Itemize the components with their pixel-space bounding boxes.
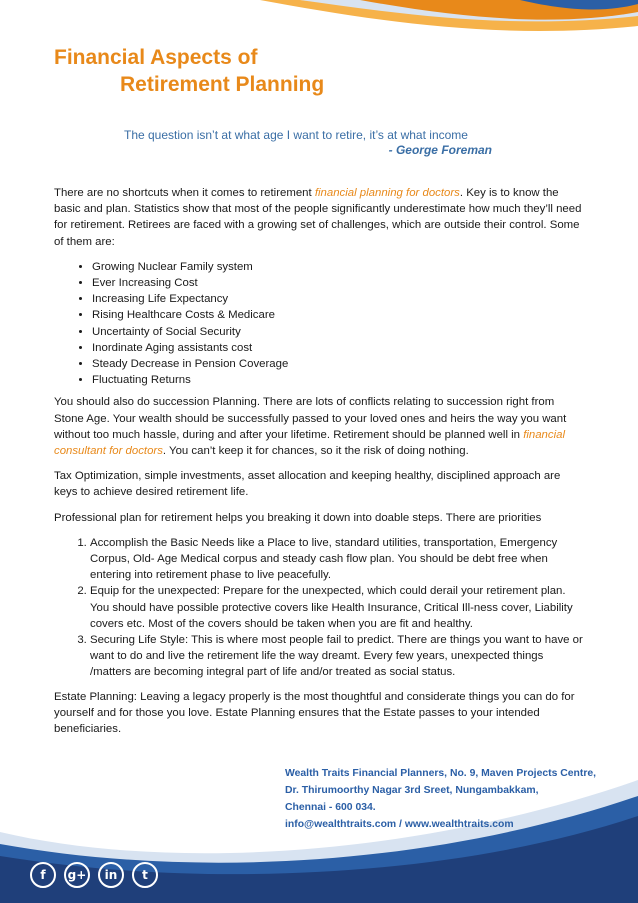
tax-paragraph: Tax Optimization, simple investments, asset allocation and keeping healthy, disciplined approach are keys to achieve desired retirement life. — [54, 470, 561, 499]
list-item: 3. Securing Life Style: This is where most people fail to predict. There are things you want to have or want to do and live the retirement life the way dreamt. Every few years, unexpected things /matters are becoming integral part of life and/or treated as social status. — [90, 632, 586, 681]
estate-paragraph: Estate Planning: Leaving a legacy properly is the most thoughtful and considerate things you can do for yourself and for those you love. Estate Planning ensures that the Estate passes to your intended beneficiaries. — [54, 690, 575, 736]
quote-block — [124, 128, 492, 158]
succession-text-end: . You can’t keep it for chances, so it the risk of doing nothing. — [162, 445, 469, 458]
list-item: • Inordinate Aging assistants cost — [92, 340, 586, 356]
priorities-list — [54, 535, 586, 681]
intro-text: There are no shortcuts when it comes to retirement — [54, 187, 315, 199]
contact-line: Dr. Thirumoorthy Nagar 3rd Sreet, Nungambakkam, — [285, 785, 539, 796]
contact-block — [285, 765, 596, 833]
facebook-icon[interactable]: f — [30, 862, 56, 888]
quote-author: - George Foreman — [388, 143, 492, 157]
contact-email-website[interactable]: info@wealthtraits.com / www.wealthtraits.com — [285, 819, 514, 830]
list-item: • Growing Nuclear Family system — [92, 259, 586, 275]
social-icons — [30, 862, 158, 888]
googleplus-icon[interactable]: g+ — [64, 862, 90, 888]
list-item: 1. Accomplish the Basic Needs like a Place to live, standard utilities, transportation, Emergency Corpus, Old- Age Medical corpus and steady cash flow plan. You should be debt free when entering into retirement phase to live peacefully. — [90, 535, 586, 584]
list-item: • Increasing Life Expectancy — [92, 291, 586, 307]
financial-consultant-link[interactable]: financial consultant for doctors — [54, 428, 565, 458]
linkedin-icon[interactable]: in — [98, 862, 124, 888]
list-item: • Steady Decrease in Pension Coverage — [92, 356, 586, 372]
intro-text-end: . Key is to know the basic and plan. Statistics show that most of the people significantly underestimate how much they’ll need for retirement. Retirees are faced with a growing set of challenges, which are outside their control. Some of them are: — [54, 187, 582, 248]
title-line-1: Financial Aspects of — [54, 46, 258, 69]
succession-text: You should also do succession Planning. There are lots of conflicts relating to succession right from Stone Age. Your wealth should be successfully passed to your loved ones and heirs the way you want without too much hassle, during and after your lifetime. Retirement should be planned well in — [54, 396, 567, 441]
list-item: 2. Equip for the unexpected: Prepare for the unexpected, which could derail your retirement plan. You should have possible protective covers like Health Insurance, Critical Ill-ness cover, Liability covers etc. Most of the covers should be taken when you are fit and healthy. — [90, 583, 586, 632]
list-item: • Uncertainty of Social Security — [92, 324, 586, 340]
contact-line: Chennai - 600 034. — [285, 802, 376, 813]
financial-planning-link[interactable]: financial planning for doctors — [314, 187, 460, 199]
list-item: • Ever Increasing Cost — [92, 275, 586, 291]
contact-line: Wealth Traits Financial Planners, No. 9, Maven Projects Centre, — [285, 768, 597, 779]
quote-text: The question isn’t at what age I want to retire, it’s at what income — [124, 128, 468, 142]
succession-paragraph — [54, 394, 586, 459]
title-line-2: Retirement Planning — [120, 73, 325, 96]
intro-paragraph — [54, 185, 586, 250]
list-item: • Fluctuating Returns — [92, 372, 586, 388]
list-item: • Rising Healthcare Costs & Medicare — [92, 307, 586, 323]
professional-paragraph: Professional plan for retirement helps you breaking it down into doable steps. There are priorities — [54, 511, 542, 524]
page-title — [54, 44, 324, 98]
twitter-icon[interactable]: t — [132, 862, 158, 888]
article-body — [54, 185, 586, 746]
challenges-list — [54, 259, 586, 389]
